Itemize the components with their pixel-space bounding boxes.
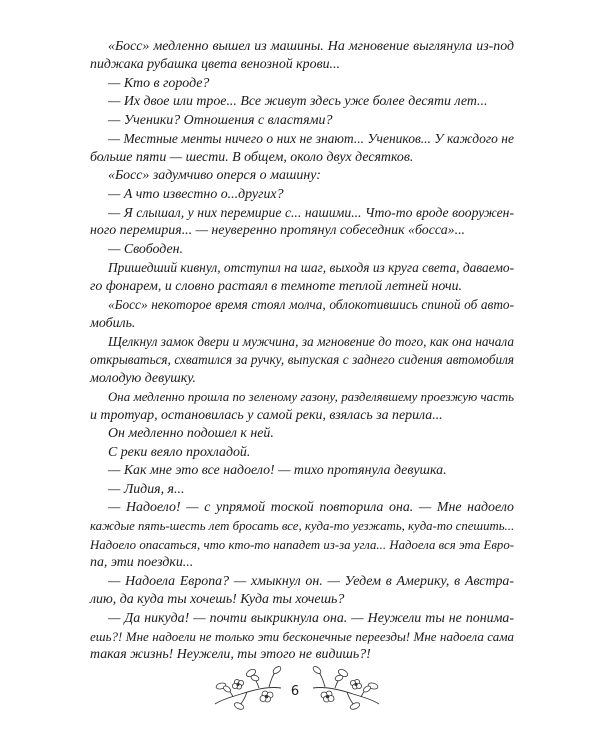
- text-line: — Кто в городе?: [108, 75, 210, 91]
- text-line: Он медленно подошел к ней.: [108, 426, 274, 442]
- text-line: Она медленно прошла по зеленому газону, разделявшему проезжую часть: [108, 390, 514, 405]
- text-line: Щелкнул замок двери и мужчина, за мгновение до того, как она начала: [108, 334, 514, 349]
- floral-branch-icon: [311, 664, 381, 710]
- text-line: мобиль.: [90, 315, 136, 331]
- text-line: — Их двое или трое... Все живут здесь уже более десяти лет...: [108, 94, 488, 110]
- text-line: — Я слышал, у них перемирие с... нашими... Что-то вроде вооружен-: [108, 204, 514, 220]
- text-line: го фонарем, и словно растаял в темноте теплой летней ночи.: [90, 278, 463, 294]
- text-line: — Свободен.: [108, 241, 183, 257]
- body-text: [90, 38, 514, 665]
- text-line: такая жизнь! Неужели, ты этого не видишь?!: [90, 647, 371, 663]
- page-footer: [0, 664, 600, 714]
- text-line: — Надоела Европа? — хмыкнул он. — Уедем в Америку, в Австра-: [108, 573, 514, 589]
- text-line: С реки веяло прохладой.: [108, 444, 251, 460]
- text-line: «Босс» некоторое время стоял молча, облокотившись спиной об авто-: [108, 297, 514, 313]
- text-line: и тротуар, остановилась у самой реки, взялась за перила...: [90, 407, 443, 423]
- text-line: — Как мне это все надоело! — тихо протянула девушка.: [108, 463, 447, 479]
- text-line: «Босс» медленно вышел из машины. На мгновение выглянула из-под: [108, 39, 514, 54]
- text-line: — Да никуда! — почти выкрикнула она. — Неужели ты не понима-: [108, 610, 514, 626]
- text-line: па, эти поездки...: [90, 555, 194, 571]
- text-line: — Лидия, я...: [108, 481, 185, 497]
- floral-branch-icon: [213, 664, 283, 710]
- text-line: каждые пять-шесть лет бросать все, куда-то уезжать, куда-то спешить...: [90, 519, 515, 534]
- text-line: ного перемирия... — неуверенно протянул собеседник «босса»...: [90, 223, 466, 239]
- text-line: Надоело опасаться, что кто-то нападет из-за угла... Надоела вся эта Евро-: [90, 537, 514, 552]
- text-line: ешь?! Мне надоели не только эти бесконечные переезды! Мне надоела сама: [90, 629, 514, 644]
- page-number: 6: [290, 684, 300, 699]
- text-line: «Босс» задумчиво оперся о машину:: [108, 168, 321, 184]
- text-line: пиджака рубашка цвета венозной крови...: [90, 57, 340, 73]
- text-line: Пришедший кивнул, отступил на шаг, выходя из круга света, даваемо-: [108, 260, 515, 276]
- text-line: лию, да куда ты хочешь! Куда ты хочешь?: [90, 592, 345, 608]
- text-line: — Ученики? Отношения с властями?: [108, 112, 333, 128]
- text-line: открываться, схватился за ручку, выпуская с заднего сидения автомобиля: [90, 352, 514, 368]
- text-line: — Местные менты ничего о них не знают... Учеников... У каждого не: [108, 131, 514, 147]
- text-line: больше пяти — шести. В общем, около двух десятков.: [90, 149, 414, 165]
- text-line: молодую девушку.: [90, 370, 197, 386]
- text-line: — Надоело! — с упрямой тоской повторила она. — Мне надоело: [108, 499, 514, 515]
- text-line: — А что известно о...других?: [108, 186, 284, 202]
